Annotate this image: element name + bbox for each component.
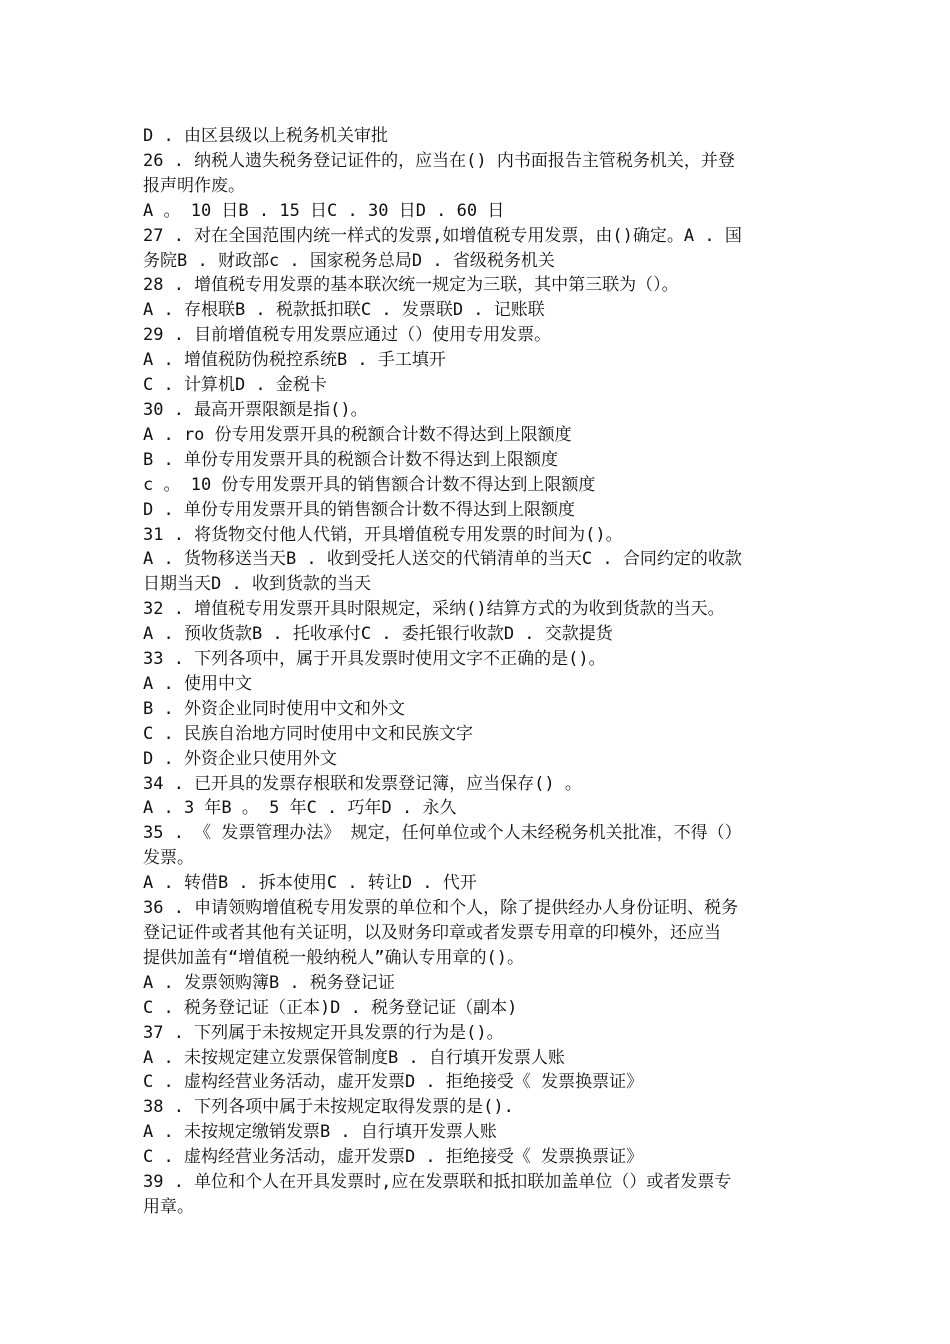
text-line: 报声明作废。 — [143, 175, 245, 196]
text-line: c 。 10 份专用发票开具的销售额合计数不得达到上限额度 — [143, 474, 596, 495]
text-line: A . 未按规定缴销发票B . 自行填开发票人账 — [143, 1122, 497, 1143]
text-line: 发票。 — [143, 848, 194, 869]
text-line: A . 转借B . 拆本使用C . 转让D . 代开 — [143, 873, 477, 894]
text-line: 37 . 下列属于未按规定开具发票的行为是()。 — [143, 1022, 504, 1043]
text-line: A . 使用中文 — [143, 673, 252, 694]
text-line: 36 . 申请领购增值税专用发票的单位和个人，除了提供经办人身份证明、税务 — [143, 898, 739, 919]
text-line: 29 . 目前增值税专用发票应通过（）使用专用发票。 — [143, 325, 552, 346]
text-line: 34 . 已开具的发票存根联和发票登记簿，应当保存() 。 — [143, 773, 582, 794]
text-line: 登记证件或者其他有关证明，以及财务印章或者发票专用章的印模外，还应当 — [143, 923, 721, 943]
text-line: 30 . 最高开票限额是指()。 — [143, 399, 368, 420]
text-line: A . 预收货款B . 托收承付C . 委托银行收款D . 交款提货 — [143, 624, 613, 645]
text-line: C . 虚构经营业务活动，虚开发票D . 拒绝接受《 发票换票证》 — [143, 1072, 644, 1093]
text-line: 用章。 — [143, 1196, 194, 1217]
text-line: A . 3 年B 。 5 年C . 巧年D . 永久 — [143, 798, 457, 819]
text-line: C . 民族自治地方同时使用中文和民族文字 — [143, 723, 473, 744]
text-line: B . 单份专用发票开具的税额合计数不得达到上限额度 — [143, 449, 558, 470]
text-line: 38 . 下列各项中属于未按规定取得发票的是(). — [143, 1097, 514, 1118]
text-line: 日期当天D . 收到货款的当天 — [143, 574, 371, 595]
text-line: 39 . 单位和个人在开具发票时,应在发票联和抵扣联加盖单位（）或者发票专 — [143, 1172, 732, 1193]
text-line: B . 外资企业同时使用中文和外文 — [143, 698, 405, 719]
text-line: 32 . 增值税专用发票开具时限规定，采纳()结算方式的为收到货款的当天。 — [143, 599, 725, 620]
text-line: D . 由区县级以上税务机关审批 — [143, 126, 388, 146]
text-line: 31 . 将货物交付他人代销，开具增值税专用发票的时间为()。 — [143, 524, 623, 545]
text-line: C . 虚构经营业务活动，虚开发票D . 拒绝接受《 发票换票证》 — [143, 1147, 644, 1168]
text-line: 28 . 增值税专用发票的基本联次统一规定为三联，其中第三联为（）。 — [143, 275, 679, 296]
text-line: A . 存根联B . 税款抵扣联C . 发票联D . 记账联 — [143, 300, 545, 321]
text-line: A 。 10 日B . 15 日C . 30 日D . 60 日 — [143, 200, 505, 221]
text-line: 务院B . 财政部c . 国家税务总局D . 省级税务机关 — [143, 250, 555, 271]
text-line: 提供加盖有“增值税一般纳税人”确认专用章的()。 — [143, 947, 524, 968]
document-body — [143, 124, 813, 1220]
text-line: 33 . 下列各项中，属于开具发票时使用文字不正确的是()。 — [143, 649, 606, 670]
text-line: D . 单份专用发票开具的销售额合计数不得达到上限额度 — [143, 499, 575, 520]
text-line: A . 增值税防伪税控系统B . 手工填开 — [143, 350, 446, 371]
text-line: D . 外资企业只使用外文 — [143, 748, 337, 769]
text-line: 35 . 《 发票管理办法》 规定，任何单位或个人未经税务机关批准，不得（） — [143, 823, 742, 844]
text-line: C . 计算机D . 金税卡 — [143, 375, 327, 396]
text-line: 26 . 纳税人遗失税务登记证件的，应当在() 内书面报告主管税务机关，并登 — [143, 150, 735, 171]
text-line: 27 . 对在全国范围内统一样式的发票,如增值税专用发票，由()确定。A . 国 — [143, 225, 742, 246]
text-line: A . 发票领购簿B . 税务登记证 — [143, 972, 395, 993]
text-line: C . 税务登记证（正本)D . 税务登记证（副本) — [143, 997, 518, 1018]
text-line: A . 货物移送当天B . 收到受托人送交的代销清单的当天C . 合同约定的收款 — [143, 549, 742, 570]
text-line: A . 未按规定建立发票保管制度B . 自行填开发票人账 — [143, 1047, 565, 1068]
text-line: A . ro 份专用发票开具的税额合计数不得达到上限额度 — [143, 424, 572, 445]
